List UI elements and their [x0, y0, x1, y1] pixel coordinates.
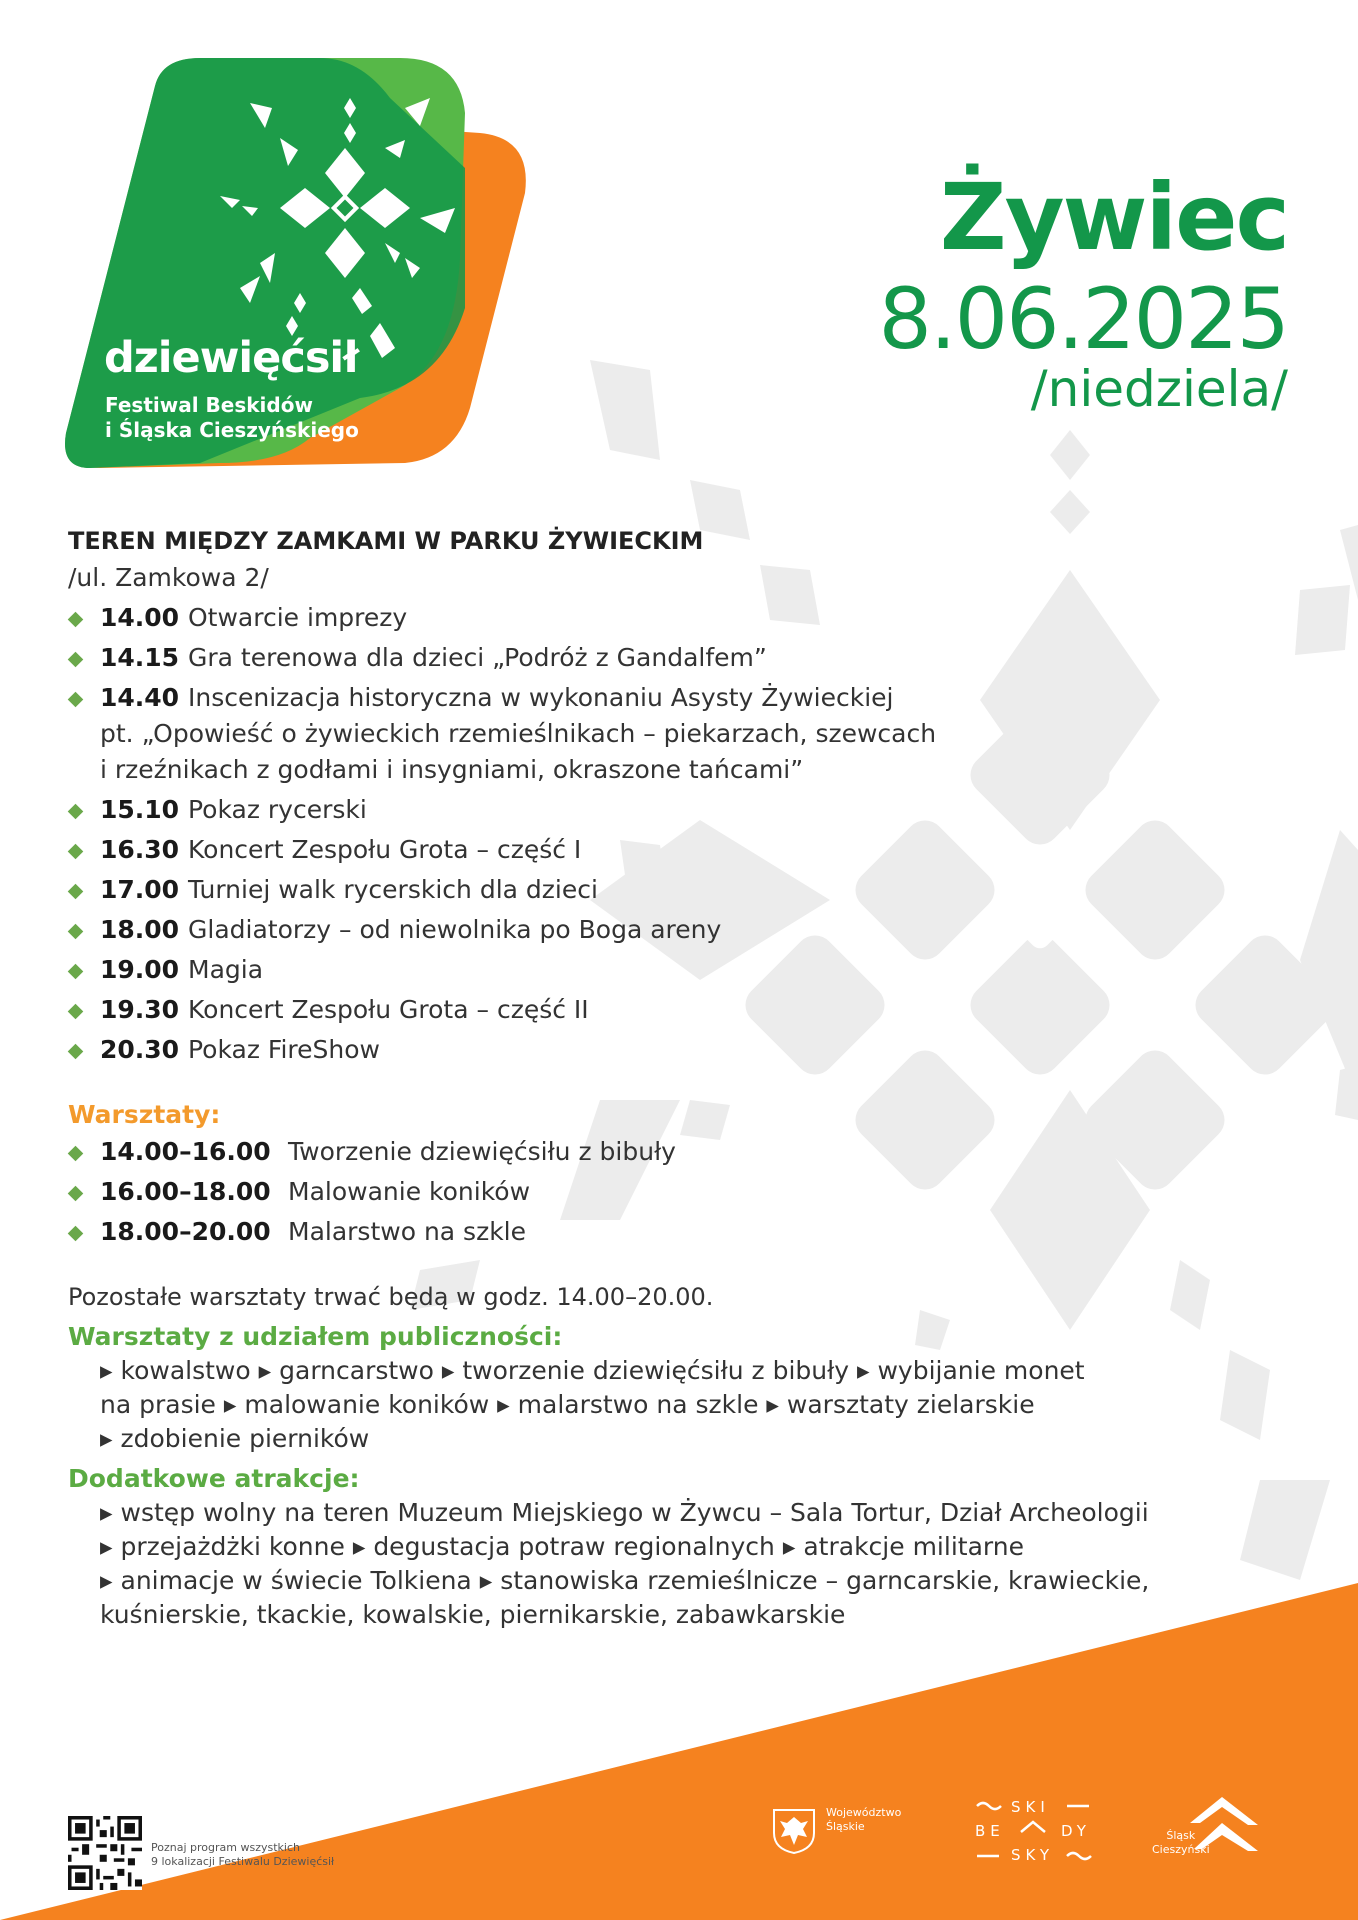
workshops-note: Pozostałe warsztaty trwać będą w godz. 14.00–20.00.	[68, 1283, 714, 1311]
brand-subtitle-line: Festiwal Beskidów	[105, 393, 313, 417]
event-day: /niedziela/	[1030, 360, 1288, 418]
wojewodztwo-label	[826, 1806, 901, 1834]
schedule-text: Koncert Zespołu Grota – część II	[188, 995, 589, 1024]
beskidy-text-top: SKI	[1011, 1798, 1050, 1816]
schedule-item	[68, 832, 1268, 868]
beskidy-logo	[975, 1798, 1095, 1864]
beskidy-text-left: BE	[975, 1822, 1005, 1840]
schedule-item	[68, 952, 1268, 988]
wojewodztwo-slaskie-emblem-icon	[771, 1807, 817, 1855]
schedule-time: 14.00	[100, 603, 180, 632]
extra-item: ▸ degustacja potraw regionalnych	[353, 1532, 775, 1561]
workshop-text: Malarstwo na szkle	[288, 1217, 527, 1246]
workshop-item	[68, 1214, 1268, 1250]
schedule-time: 19.30	[100, 995, 180, 1024]
bg-shape	[1335, 1065, 1358, 1120]
workshop-text: Tworzenie dziewięćsiłu z bibuły	[288, 1137, 676, 1166]
brand-name: dziewięćsił	[104, 333, 359, 383]
extra-item: ▸ stanowiska rzemieślnicze – garncarskie, krawieckie,	[480, 1566, 1150, 1595]
bg-shape	[1050, 430, 1090, 480]
public-workshop-item: ▸ garncarstwo	[259, 1356, 434, 1385]
schedule-text: Gladiatorzy – od niewolnika po Boga areny	[188, 915, 722, 944]
schedule-time: 16.30	[100, 835, 180, 864]
bg-diamond	[1300, 830, 1358, 1100]
slask-cieszynski-label	[1152, 1829, 1210, 1857]
schedule-text: Gra terenowa dla dzieci „Podróż z Gandalfem”	[188, 643, 767, 672]
schedule-item	[68, 1032, 1268, 1068]
slask-label-line: Śląsk	[1166, 1829, 1196, 1842]
schedule-item	[68, 792, 1268, 828]
event-date: 8.06.2025	[878, 270, 1288, 368]
workshop-text: Malowanie koników	[288, 1177, 531, 1206]
schedule-text: Koncert Zespołu Grota – część I	[188, 835, 582, 864]
public-workshop-item: ▸ kowalstwo	[100, 1356, 251, 1385]
schedule-time: 18.00	[100, 915, 180, 944]
slask-label-line: Cieszyński	[1152, 1843, 1210, 1856]
schedule-time: 14.15	[100, 643, 180, 672]
schedule-time: 17.00	[100, 875, 180, 904]
schedule-time: 19.00	[100, 955, 180, 984]
items-line	[100, 1598, 1268, 1632]
public-workshops-list	[68, 1354, 1268, 1456]
extra-item: ▸ wstęp wolny na teren Muzeum Miejskiego w Żywcu – Sala Tortur, Dział Archeologii	[100, 1498, 1149, 1527]
items-line	[100, 1564, 1268, 1598]
public-workshop-item: ▸ malarstwo na szkle	[497, 1390, 758, 1419]
items-line	[100, 1388, 1268, 1422]
public-workshop-item: ▸ zdobienie pierników	[100, 1424, 369, 1453]
schedule-time: 15.10	[100, 795, 180, 824]
extras-list	[68, 1496, 1268, 1632]
qr-caption	[151, 1841, 334, 1869]
items-line	[100, 1496, 1268, 1530]
beskidy-text-right: DY	[1061, 1822, 1091, 1840]
schedule-item	[68, 680, 1268, 788]
public-workshop-item-cont: na prasie	[100, 1390, 216, 1419]
schedule-text: Pokaz rycerski	[188, 795, 367, 824]
brand-subtitle	[105, 393, 359, 443]
schedule-item	[68, 640, 1268, 676]
schedule-text-cont: pt. „Opowieść o żywieckich rzemieślnikach – piekarzach, szewcach	[100, 719, 937, 748]
schedule-item	[68, 912, 1268, 948]
footer-orange-band	[0, 1583, 1358, 1920]
public-workshops-heading: Warsztaty z udziałem publiczności:	[68, 1322, 563, 1351]
schedule-text: Pokaz FireShow	[188, 1035, 380, 1064]
items-line	[100, 1354, 1268, 1388]
schedule-item	[68, 600, 1268, 636]
qr-caption-line: Poznaj program wszystkich	[151, 1841, 300, 1854]
schedule-item	[68, 992, 1268, 1028]
venue-name: TEREN MIĘDZY ZAMKAMI W PARKU ŻYWIECKIM	[68, 527, 704, 555]
workshop-item	[68, 1134, 1268, 1170]
extra-item-cont: kuśnierskie, tkackie, kowalskie, piernikarskie, zabawkarskie	[100, 1600, 846, 1629]
city-title: Żywiec	[939, 164, 1288, 271]
workshop-item	[68, 1174, 1268, 1210]
schedule-time: 20.30	[100, 1035, 180, 1064]
schedule-item	[68, 872, 1268, 908]
schedule-list	[68, 600, 1268, 1068]
extra-item: ▸ przejażdżki konne	[100, 1532, 345, 1561]
workshops-heading: Warsztaty:	[68, 1100, 221, 1129]
schedule-text: Otwarcie imprezy	[188, 603, 408, 632]
program-content	[68, 522, 1268, 1632]
venue-address: /ul. Zamkowa 2/	[68, 563, 269, 592]
schedule-text-cont: i rzeźnikach z godłami i insygniami, okraszone tańcami”	[100, 755, 804, 784]
workshop-time: 14.00–16.00	[100, 1137, 271, 1166]
wojewodztwo-label-line: Śląskie	[826, 1820, 865, 1833]
items-line	[100, 1530, 1268, 1564]
workshop-time: 16.00–18.00	[100, 1177, 271, 1206]
public-workshop-item: ▸ warsztaty zielarskie	[766, 1390, 1034, 1419]
beskidy-text-bottom: SKY	[1011, 1846, 1054, 1864]
brand-subtitle-line: i Śląska Cieszyńskiego	[105, 418, 359, 442]
qr-code[interactable]	[68, 1816, 142, 1890]
public-workshop-item: ▸ malowanie koników	[224, 1390, 489, 1419]
bg-shape	[590, 360, 660, 460]
workshops-list	[68, 1134, 1268, 1250]
wojewodztwo-label-line: Województwo	[826, 1806, 902, 1819]
schedule-time: 14.40	[100, 683, 180, 712]
schedule-text: Turniej walk rycerskich dla dzieci	[188, 875, 598, 904]
workshop-time: 18.00–20.00	[100, 1217, 271, 1246]
schedule-text: Magia	[188, 955, 264, 984]
schedule-text: Inscenizacja historyczna w wykonaniu Asysty Żywieckiej	[188, 683, 894, 712]
bg-shape	[1295, 585, 1350, 655]
items-line	[100, 1422, 1268, 1456]
extra-item: ▸ animacje w świecie Tolkiena	[100, 1566, 472, 1595]
public-workshop-item: ▸ tworzenie dziewięćsiłu z bibuły	[442, 1356, 849, 1385]
extras-heading: Dodatkowe atrakcje:	[68, 1464, 360, 1493]
extra-item: ▸ atrakcje militarne	[783, 1532, 1024, 1561]
qr-caption-line: 9 lokalizacji Festiwalu Dziewięćsił	[151, 1855, 335, 1868]
public-workshop-item: ▸ wybijanie monet	[857, 1356, 1085, 1385]
